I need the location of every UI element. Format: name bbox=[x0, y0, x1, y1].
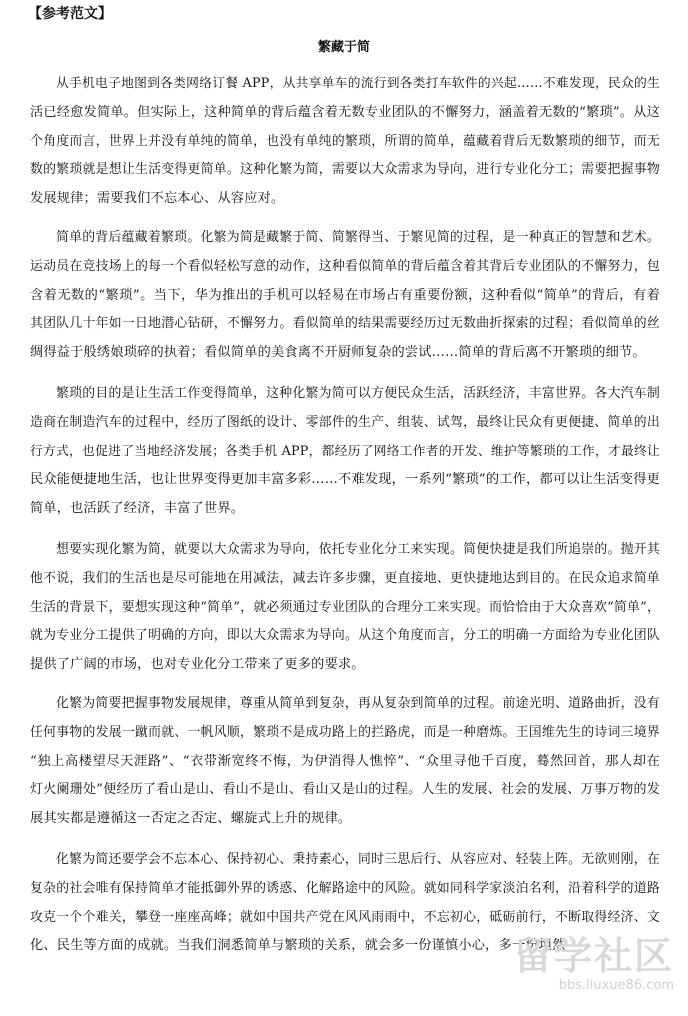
paragraph-1 bbox=[30, 70, 660, 214]
text-line: 化、民生等方面的成就。当我们洞悉简单与繁琐的关系，就会多一份谨慎小心，多一份坦然 bbox=[30, 938, 566, 954]
text-line: 运动员在竞技场上的每一个看似轻松写意的动作，这种看似简单的背后蕴含着其背后专业团队的不懈努力，包 bbox=[30, 258, 660, 274]
text-line: 数的繁琐就是想让生活变得更简单。这种化繁为简，需要以大众需求为导向，进行专业化分工；需要把握事物 bbox=[30, 162, 660, 178]
text-line: 简单，也活跃了经济，丰富了世界。 bbox=[30, 501, 245, 517]
text-line: 个角度而言，世界上并没有单纯的简单，也没有单纯的繁琐，所谓的简单，蕴藏着背后无数繁琐的细节，而无 bbox=[30, 133, 660, 149]
text-line: 展其实都是遵循这一否定之否定、螺旋式上升的规律。 bbox=[30, 811, 352, 827]
text-line: 简单的背后蕴藏着繁琐。化繁为简是藏繁于简、简繁得当、于繁见简的过程，是一种真正的智慧和艺术。 bbox=[56, 230, 660, 245]
text-line: 含着无数的“繁琐”。当下，华为推出的手机可以轻易在市场占有重要份额，这种看似“简单”的背后，有着 bbox=[30, 287, 660, 303]
text-line: 提供了广阔的市场，也对专业化分工带来了更多的要求。 bbox=[30, 657, 365, 673]
text-line: 繁琐的目的是让生活工作变得简单，这种化繁为简可以方便民众生活，活跃经济，丰富世界。各大汽车制 bbox=[56, 386, 660, 401]
text-line: 活已经愈发简单。但实际上，这种简单的背后蕴含着无数专业团队的不懈努力，涵盖着无数的“繁琐”。从这 bbox=[30, 104, 660, 120]
text-line: 攻克一个个难关，攀登一座座高峰；就如中国共产党在风风雨雨中，不忘初心，砥砺前行，不断取得经济、文 bbox=[30, 909, 660, 925]
essay-title: 繁藏于简 bbox=[317, 40, 370, 55]
text-line: 生活的背景下，要想实现这种“简单”，就必须通过专业团队的合理分工来实现。而恰恰由于大众喜欢“简单”， bbox=[30, 599, 660, 615]
text-line: 发展规律；需要我们不忘本心、从容应对。 bbox=[30, 191, 285, 207]
text-line: 从手机电子地图到各类网络订餐 APP，从共享单车的流行到各类打车软件的兴起……不难发现，民众的生 bbox=[56, 76, 660, 91]
text-line: 想要实现化繁为简，就要以大众需求为导向，依托专业化分工来实现。简便快捷是我们所追崇的。抛开其 bbox=[56, 542, 660, 557]
watermark-url: bbs.liuxue86.com bbox=[558, 978, 674, 993]
text-line: 化繁为简要把握事物发展规律，尊重从简单到复杂，再从复杂到简单的过程。前途光明、道路曲折，没有 bbox=[56, 696, 660, 711]
paragraph-5 bbox=[30, 690, 660, 834]
text-line: 复杂的社会唯有保持简单才能抵御外界的诱惑、化解路途中的风险。就如同科学家淡泊名利，沿着科学的道路 bbox=[30, 880, 660, 896]
text-line: 绸得益于般绣娘琐碎的执着；看似简单的美食离不开厨师复杂的尝试……简单的背后离不开繁琐的细节。 bbox=[30, 345, 646, 361]
section-label: 【参考范文】 bbox=[28, 6, 112, 22]
text-line: “独上高楼望尽天涯路”、“衣带渐宽终不悔，为伊消得人憔悴”、“众里寻他千百度，蓦然回首，那人却在 bbox=[30, 753, 660, 769]
watermark-logo: 留学社区 bbox=[513, 934, 674, 978]
text-line: 造商在制造汽车的过程中，经历了图纸的设计、零部件的生产、组装、试驾，最终让民众有更便捷、简单的出 bbox=[30, 414, 660, 430]
text-line: 化繁为简还要学会不忘本心、保持初心、秉持素心，同时三思后行、从容应对、轻装上阵。无欲则刚，在 bbox=[56, 852, 660, 867]
text-line: 他不说，我们的生活也是尽可能地在用减法，减去许多步骤，更直接地、更快捷地达到目的。在民众追求简单 bbox=[30, 570, 660, 586]
paragraph-4 bbox=[30, 536, 660, 680]
text-line: 民众能便捷地生活，也让世界变得更加丰富多彩……不难发现，一系列“繁琐”的工作，都可以让生活变得更 bbox=[30, 472, 660, 488]
text-line: 任何事物的发展一蹴而就、一帆风顺，繁琐不是成功路上的拦路虎，而是一种磨炼。王国维先生的诗词三境界 bbox=[30, 724, 660, 740]
paragraph-6 bbox=[30, 846, 660, 961]
paragraph-3 bbox=[30, 380, 660, 524]
text-line: 就为专业分工提供了明确的方向，即以大众需求为导向。从这个角度而言，分工的明确一方面给为专业化团队 bbox=[30, 628, 660, 644]
text-line: 行方式，也促进了当地经济发展；各类手机 APP，都经历了网络工作者的开发、维护等繁琐的工作，才最终让 bbox=[30, 443, 660, 459]
text-line: 灯火阑珊处”便经历了看山是山、看山不是山、看山又是山的过程。人生的发展、社会的发展、万事万物的发 bbox=[30, 782, 660, 798]
text-line: 其团队几十年如一日地潜心钻研，不懈努力。看似简单的结果需要经历过无数曲折探索的过程；看似简单的丝 bbox=[30, 316, 660, 332]
paragraph-2 bbox=[30, 224, 660, 368]
